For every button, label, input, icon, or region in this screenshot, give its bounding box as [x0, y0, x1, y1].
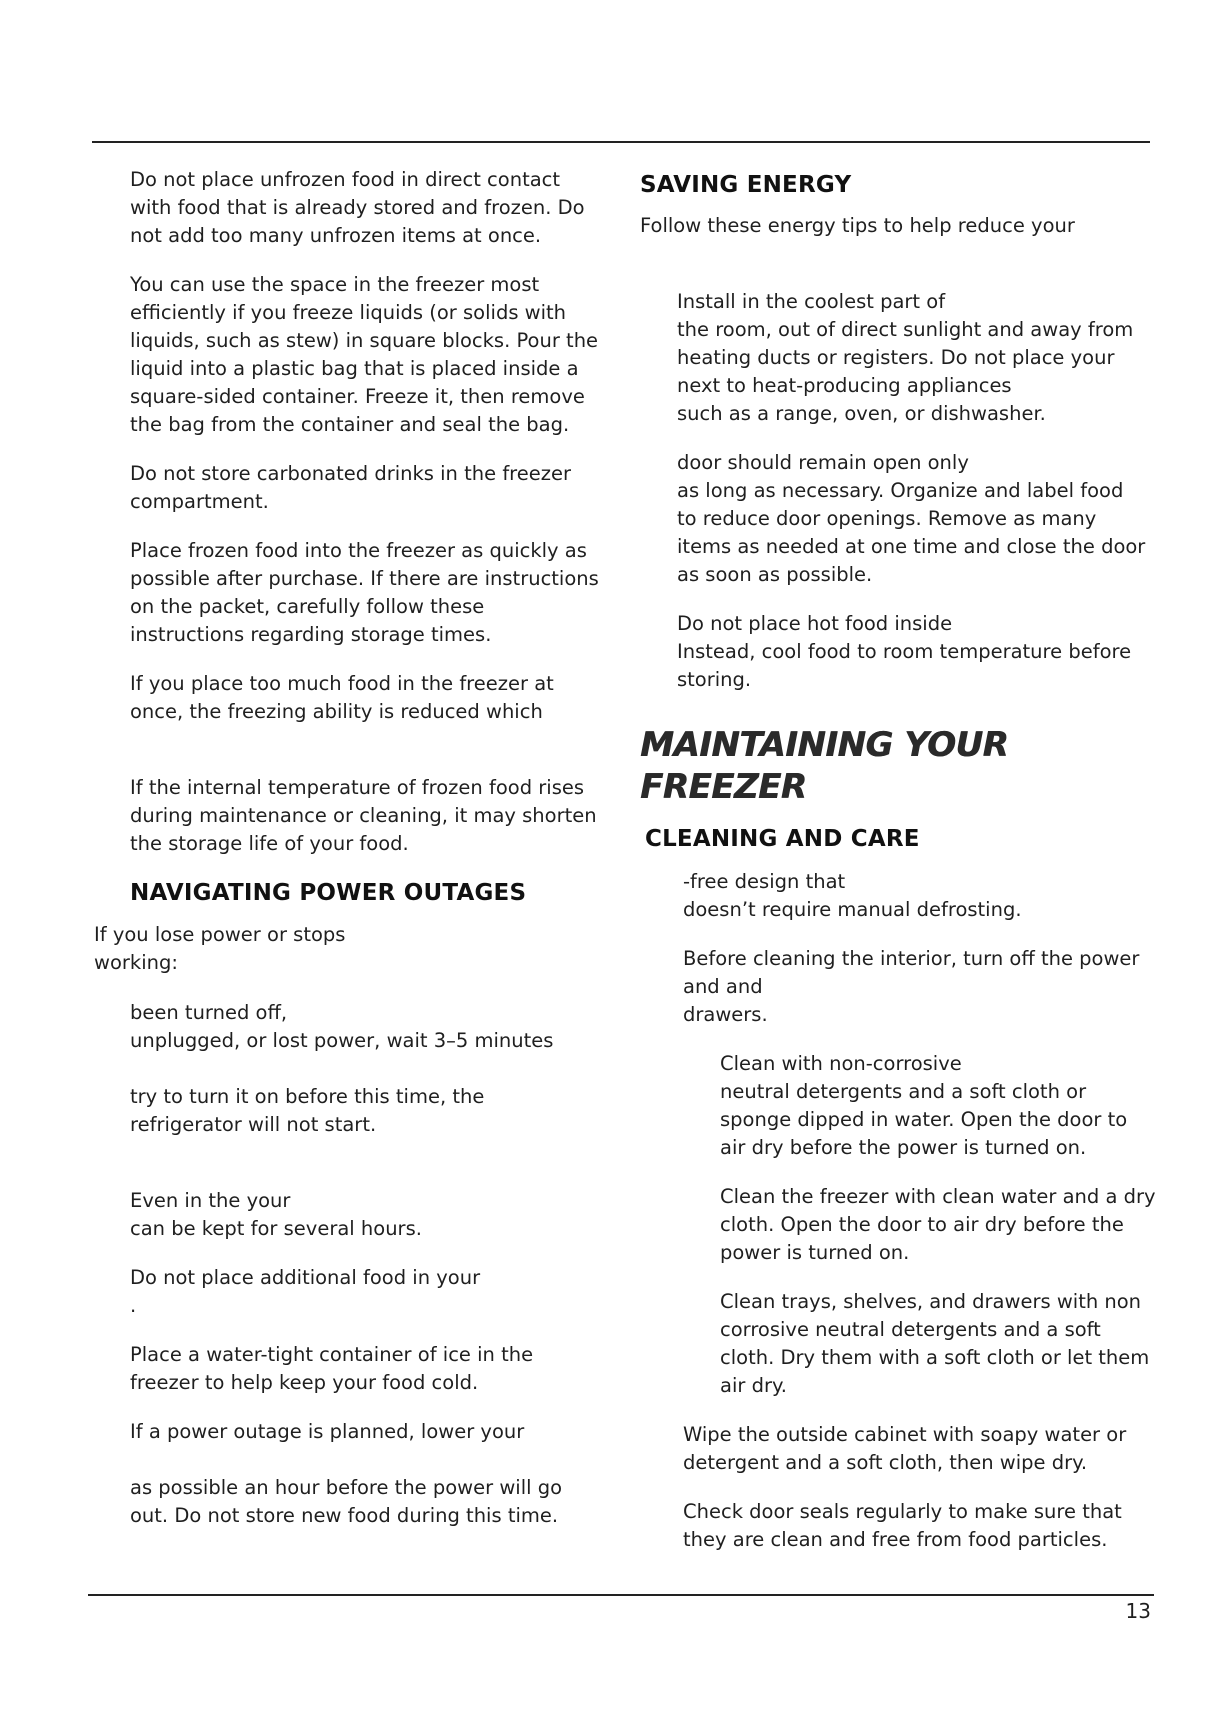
power-outage-item: Even in the your can be kept for several hours. — [130, 1189, 422, 1240]
saving-energy-item: door should remain open only as long as necessary. Organize and label food to reduce door openings. Remove as many items as needed at one time and close the door as soon as possible. — [677, 451, 1146, 586]
paragraph: Do not place unfrozen food in direct contact with food that is already stored and frozen. Do not add too many unfrozen items at once. — [130, 168, 585, 247]
paragraph: Place frozen food into the freezer as quickly as possible after purchase. If there are instructions on the packet, carefully follow these instructions regarding storage times. — [130, 539, 599, 646]
saving-energy-item: Do not place hot food inside Instead, cool food to room temperature before storing. — [677, 612, 1132, 691]
saving-energy-intro: Follow these energy tips to help reduce your — [640, 214, 1075, 237]
header-rule — [92, 141, 1150, 143]
footer-rule — [88, 1594, 1154, 1596]
power-outages-intro: If you lose power or stops working: — [94, 923, 346, 974]
cleaning-item: Clean the freezer with clean water and a dry cloth. Open the door to air dry before the power is turned on. — [720, 1185, 1156, 1264]
power-outage-item: Do not place additional food in your . — [130, 1266, 481, 1317]
power-outage-item: Place a water-tight container of ice in the freezer to help keep your food cold. — [130, 1343, 534, 1394]
saving-energy-item: Install in the coolest part of the room, out of direct sunlight and away from heating ducts or registers. Do not place your next to heat-producing appliances such as a range, oven, or dishwasher. — [677, 290, 1134, 425]
right-column — [640, 170, 1160, 1575]
cleaning-item: Clean with non-corrosive neutral detergents and a soft cloth or sponge dipped in water. Open the door to air dry before the power is turned on. — [720, 1052, 1128, 1159]
cleaning-item: Clean trays, shelves, and drawers with non corrosive neutral detergents and a soft cloth. Dry them with a soft cloth or let them air dry. — [720, 1290, 1150, 1397]
page-number: 13 — [1125, 1599, 1151, 1623]
cleaning-paragraph: Check door seals regularly to make sure that they are clean and free from food particles. — [683, 1500, 1122, 1551]
cleaning-heading: CLEANING AND CARE — [645, 826, 920, 852]
paragraph: You can use the space in the freezer most efficiently if you freeze liquids (or solids with liquids, such as stew) in square blocks. Pour the liquid into a plastic bag that is placed inside a square-sided container. Freeze it, then remove the bag from the container and seal the bag. — [130, 273, 599, 436]
cleaning-paragraph: Before cleaning the interior, turn off the power and and drawers. — [683, 947, 1140, 1026]
power-outages-heading: NAVIGATING POWER OUTAGES — [130, 880, 527, 906]
cleaning-paragraph: Wipe the outside cabinet with soapy water or detergent and a soft cloth, then wipe dry. — [683, 1423, 1127, 1474]
maintaining-heading: MAINTAINING YOUR FREEZER — [640, 725, 1009, 807]
power-outage-item: If a power outage is planned, lower your as possible an hour before the power will go out. Do not store new food during this time. — [130, 1420, 563, 1527]
paragraph: If you place too much food in the freezer at once, the freezing ability is reduced which — [130, 672, 554, 723]
power-outage-item: been turned off, unplugged, or lost power, wait 3–5 minutes try to turn it on before this time, the refrigerator will not start. — [130, 1001, 554, 1136]
left-column — [94, 166, 600, 1551]
cleaning-paragraph: -free design that doesn’t require manual defrosting. — [683, 870, 1022, 921]
paragraph: Do not store carbonated drinks in the freezer compartment. — [130, 462, 572, 513]
paragraph: If the internal temperature of frozen food rises during maintenance or cleaning, it may shorten the storage life of your food. — [130, 776, 597, 855]
saving-energy-heading: SAVING ENERGY — [640, 172, 852, 198]
